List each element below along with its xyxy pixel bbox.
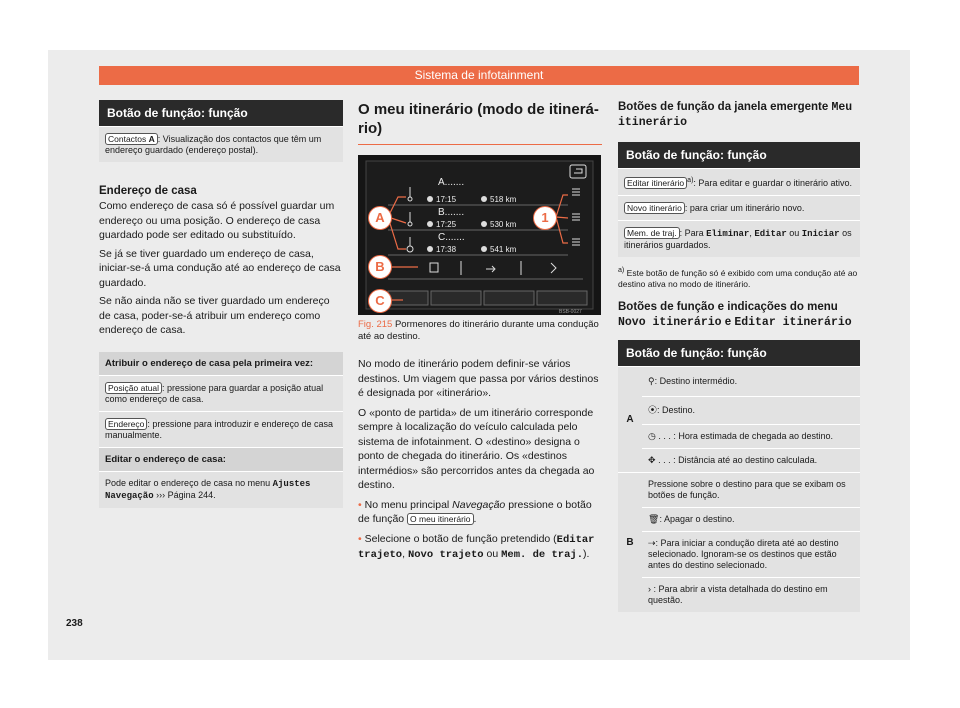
arrival-time: 17:15 (436, 195, 457, 204)
chevron-right-icon: › (648, 583, 651, 594)
function-table-header: Botão de função: função (618, 340, 860, 366)
direct-route-icon: ⇢ (648, 537, 656, 548)
column-left (99, 100, 343, 508)
contactos-button[interactable]: Contactos A (105, 133, 158, 145)
section-banner: Sistema de infotainment (99, 66, 859, 85)
column-right: Botões de função da janela emergente Meu itinerário Botão de função: função Editar itinerário $^{a)}$: Para editar e guardar o itinerário ativo. Novo itinerário : para criar um itinerário novo. Mem. de traj. : Para Eliminar, Editar ou Iniciar os itinerários guardados. $^{a)}$ Este botão de função só é exibido com uma condução até ao destino ativa no modo de itinerário. Botões de função e indicações do menu Novo itinerário e Editar itinerário Botão de função: função A ⚲: Destino intermédio. ⦿: Destino. ◷ . . . : Hora estimada de chegada ao destino. ✥ . . . : Distância até ao destino calculada. B Pressione sobre o destino para que se exibam os botões de função. 🗑: Apagar o destino. ⇢: Para iniciar a condução direta até ao destino selecionado. Ignoram-se os destinos que estão antes do destino selecionado. › : Para abrir a vista detalhada do destino em questão. (618, 100, 860, 612)
destination-name[interactable]: B....... (438, 207, 465, 218)
row-key-a: A (618, 367, 642, 472)
intermediate-destination-icon: ⚲ (648, 375, 655, 386)
o-meu-itinerario-button[interactable]: O meu itinerário (407, 513, 473, 525)
popup-buttons-heading: Botões de função da janela emergente Meu itinerário (618, 101, 853, 129)
paragraph: Se não ainda não se tiver guardado um endereço de casa, poder-se-á atribuir um endereço como endereço de casa. (99, 295, 330, 336)
table-row: A ⚲: Destino intermédio. ⦿: Destino. ◷ . . . : Hora estimada de chegada ao destino. ✥ . . . : Distância até ao destino calculada. (618, 366, 860, 472)
figure-code: BSB-0027 (559, 309, 582, 315)
distance: 518 km (490, 195, 517, 204)
column-middle (358, 100, 602, 563)
home-address-box: Atribuir o endereço de casa pela primeira vez: Posição atual : pressione para guardar a posição atual como endereço de casa. Endereço : pressione para introduzir e endereço de casa manualmente. Editar o endereço de casa: Pode editar o endereço de casa no menu Ajustes Navegação ››› Página 244. (99, 352, 343, 508)
bullet-item: • No menu principal Navegação pressione o botão de função O meu itinerário . (358, 498, 592, 525)
figure-caption: Fig. 215 Pormenores do itinerário durante uma condução até ao destino. (358, 319, 599, 342)
box-header: Editar o endereço de casa: (99, 447, 343, 471)
mem-traj-button[interactable]: Mem. de traj. (624, 227, 680, 239)
box-header: Atribuir o endereço de casa pela primeira vez: (99, 352, 343, 375)
editar-itinerario-button[interactable]: Editar itinerário (624, 177, 687, 189)
callout-b: B (368, 255, 392, 279)
contactos-row: Contactos A : Visualização dos contactos que têm um endereço guardado (endereço postal). (99, 126, 343, 162)
posicao-atual-button[interactable]: Posição atual (105, 382, 162, 394)
divider (358, 144, 602, 145)
infotainment-screen-figure (358, 155, 601, 315)
table-row: B Pressione sobre o destino para que se exibam os botões de função. 🗑: Apagar o destino. ⇢: Para iniciar a condução direta até ao destino selecionado. Ignoram-se os destinos que estão antes do destino selecionado. › : Para abrir a vista detalhada do destino em questão. (618, 472, 860, 612)
home-address-heading: Endereço de casa (99, 185, 197, 197)
function-table-header: Botão de função: função (99, 100, 343, 126)
distance: 541 km (490, 245, 517, 254)
bullet-item: • Selecione o botão de função pretendido (Editar trajeto, Novo trajeto ou Mem. de traj.). (358, 532, 595, 561)
menu-buttons-heading: Botões de função e indicações do menu Novo itinerário e Editar itinerário (618, 300, 852, 329)
arrival-time: 17:25 (436, 220, 457, 229)
endereco-button[interactable]: Endereço (105, 418, 147, 430)
arrival-time: 17:38 (436, 245, 457, 254)
distance-icon: ✥ (648, 454, 656, 465)
paragraph: Como endereço de casa só é possível guardar um endereço ou uma posição. O endereço de casa guardado pode ser editado ou substituído. (99, 200, 335, 241)
paragraph: O «ponto de partida» de um itinerário corresponde sempre à localização do veículo calculada pelo sistema de infotainment. O «destino» designa o ponto de chegada do itinerário. Os «destinos intermédios» são percorridos antes da chegada ao destino. (358, 406, 595, 491)
callout-c: C (368, 289, 392, 313)
distance: 530 km (490, 220, 517, 229)
destination-name[interactable]: A....... (438, 177, 465, 188)
page-number: 238 (66, 618, 83, 629)
paragraph: No modo de itinerário podem definir-se vários destinos. Um viagem que passa por vários destinos é designada por «itinerário». (358, 358, 599, 399)
function-table-header: Botão de função: função (618, 142, 860, 168)
footnote: $^{a)}$ Este botão de função só é exibido com uma condução até ao destino ativa no modo de itinerário. (618, 266, 858, 289)
destination-icon: ⦿ (648, 404, 658, 415)
section-title: O meu itinerário (modo de itinerário) (358, 101, 599, 137)
callout-a: A (368, 206, 392, 230)
clock-icon: ◷ (648, 430, 656, 441)
home-address-section (99, 184, 343, 338)
callout-1: 1 (533, 206, 557, 230)
paragraph: Se já se tiver guardado um endereço de casa, iniciar-se-á uma condução até ao endereço de casa guardado. (99, 247, 341, 289)
itinerary-text (358, 357, 602, 563)
row-key-b: B (618, 473, 642, 612)
novo-itinerario-button[interactable]: Novo itinerário (624, 202, 685, 214)
trash-icon: 🗑 (648, 513, 660, 524)
screen-graphics (358, 155, 601, 315)
destination-name[interactable]: C....... (438, 232, 465, 243)
